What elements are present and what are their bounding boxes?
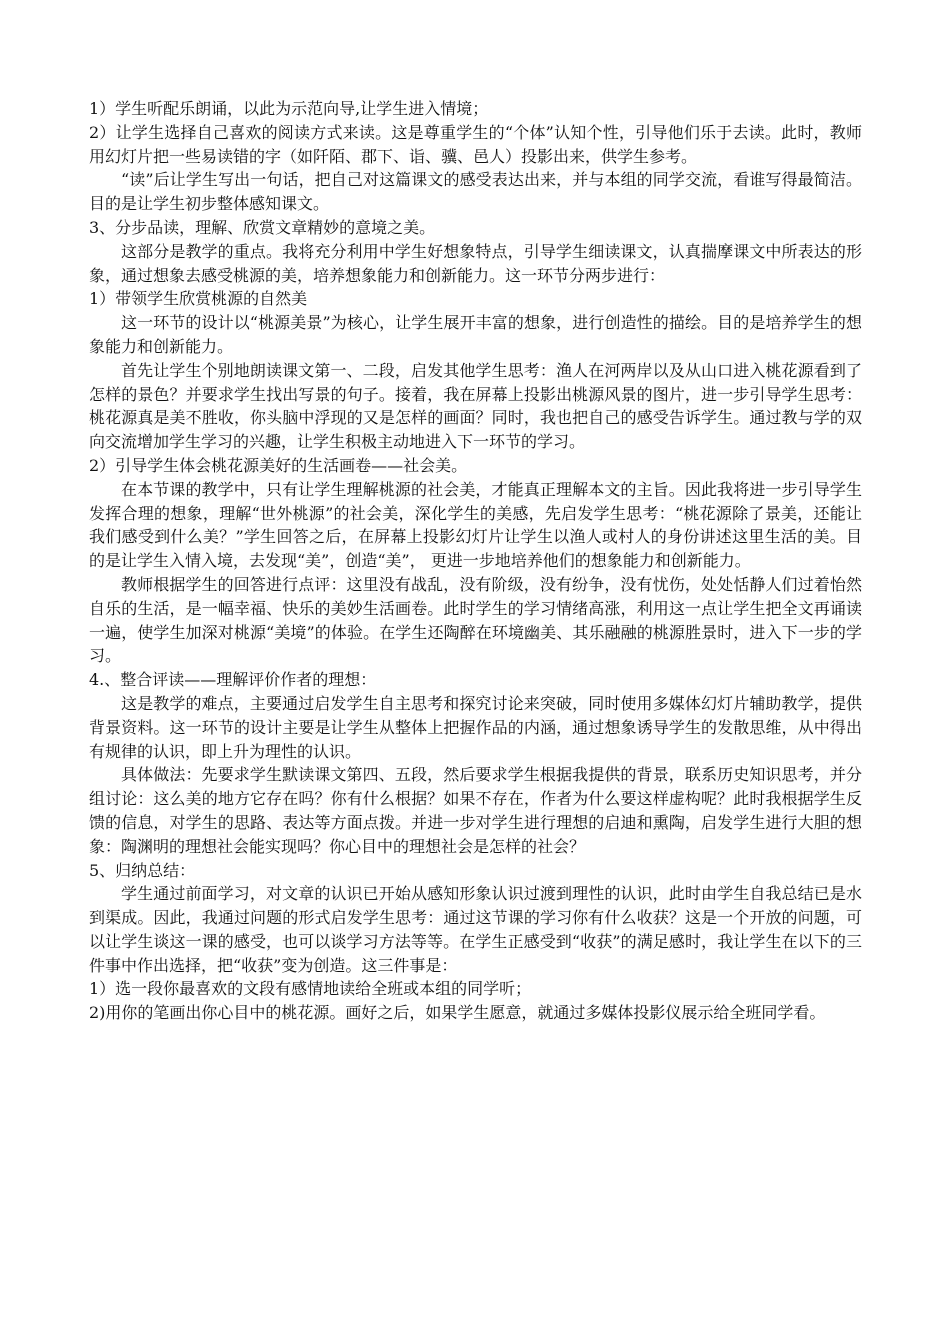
paragraph: 在本节课的教学中，只有让学生理解桃源的社会美，才能真正理解本文的主旨。因此我将进一步引导学生发挥合理的想象，理解“世外桃源”的社会美，深化学生的美感，先启发学生思考：“桃花源除了景美，还能让我们感受到什么美？”学生回答之后，在屏幕上投影幻灯片让学生以渔人或村人的身份讲述这里生活的美。目的是让学生入情入境，去发现“美”，创造“美”， 更进一步地培养他们的想象能力和创新能力。 [89, 479, 862, 571]
paragraph: 1）选一段你最喜欢的文段有感情地读给全班或本组的同学听； [89, 979, 532, 999]
paragraph: 3、分步品读，理解、欣赏文章精妙的意境之美。 [89, 217, 436, 237]
paragraph: 具体做法：先要求学生默读课文第四、五段，然后要求学生根据我提供的背景，联系历史知识思考，并分组讨论：这么美的地方它存在吗？你有什么根据？如果不存在，作者为什么要这样虚构呢？此时我根据学生反馈的信息，对学生的思路、表达等方面点拨。并进一步对学生进行理想的启迪和熏陶，启发学生进行大胆的想象：陶渊明的理想社会能实现吗？你心目中的理想社会是怎样的社会？ [89, 765, 862, 856]
paragraph: 首先让学生个别地朗读课文第一、二段，启发其他学生思考：渔人在河两岸以及从山口进入桃花源看到了怎样的景色？并要求学生找出写景的句子。接着，我在屏幕上投影出桃源风景的图片，进一步引导学生思考：桃花源真是美不胜收，你头脑中浮现的又是怎样的画面？同时，我也把自己的感受告诉学生。通过教与学的双向交流增加学生学习的兴趣，让学生积极主动地进入下一环节的学习。 [89, 360, 862, 452]
paragraph: 这部分是教学的重点。我将充分利用中学生好想象特点，引导学生细读课文，认真揣摩课文中所表达的形象，通过想象去感受桃源的美，培养想象能力和创新能力。这一环节分两步进行： [89, 241, 862, 285]
paragraph: 学生通过前面学习，对文章的认识已开始从感知形象认识过渡到理性的认识，此时由学生自我总结已是水到渠成。因此，我通过问题的形式启发学生思考：通过这节课的学习你有什么收获？这是一个开放的问题，可以让学生谈这一课的感受，也可以谈学习方法等等。在学生正感受到“收获”的满足感时，我让学生在以下的三件事中作出选择，把“收获”变为创造。这三件事是： [89, 884, 862, 975]
document-page [89, 97, 862, 1025]
paragraph: 教师根据学生的回答进行点评：这里没有战乱，没有阶级，没有纷争，没有忧伤，处处恬静人们过着怡然自乐的生活，是一幅幸福、快乐的美妙生活画卷。此时学生的学习情绪高涨，利用这一点让学生把全文再诵读一遍，使学生加深对桃源“美境”的体验。在学生还陶醉在环境幽美、其乐融融的桃源胜景时，进入下一步的学习。 [89, 574, 862, 666]
paragraph: 1）学生听配乐朗诵，以此为示范向导,让学生进入情境； [89, 99, 489, 118]
paragraph: 2）让学生选择自己喜欢的阅读方式来读。这是尊重学生的“个体”认知个性，引导他们乐于去读。此时，教师用幻灯片把一些易读错的字（如阡陌、郡下、诣、骥、邑人）投影出来，供学生参考。 [89, 122, 862, 166]
paragraph: 4.、整合评读——理解评价作者的理想： [89, 670, 377, 690]
paragraph: “读”后让学生写出一句话，把自己对这篇课文的感受表达出来，并与本组的同学交流，看谁写得最简洁。目的是让学生初步整体感知课文。 [89, 170, 862, 214]
paragraph: 1）带领学生欣赏桃源的自然美 [89, 289, 308, 309]
paragraph: 2)用你的笔画出你心目中的桃花源。画好之后，如果学生愿意，就通过多媒体投影仪展示给全班同学看。 [89, 1003, 826, 1023]
paragraph: 5、归纳总结： [89, 860, 196, 880]
paragraph: 这是教学的难点，主要通过启发学生自主思考和探究讨论来突破，同时使用多媒体幻灯片辅助教学，提供背景资料。这一环节的设计主要是让学生从整体上把握作品的内涵，通过想象诱导学生的发散思维，从中得出有规律的认识，即上升为理性的认识。 [89, 693, 862, 761]
paragraph: 2）引导学生体会桃花源美好的生活画卷——社会美。 [89, 455, 468, 475]
paragraph: 这一环节的设计以“桃源美景”为核心，让学生展开丰富的想象，进行创造性的描绘。目的是培养学生的想象能力和创新能力。 [89, 313, 862, 356]
